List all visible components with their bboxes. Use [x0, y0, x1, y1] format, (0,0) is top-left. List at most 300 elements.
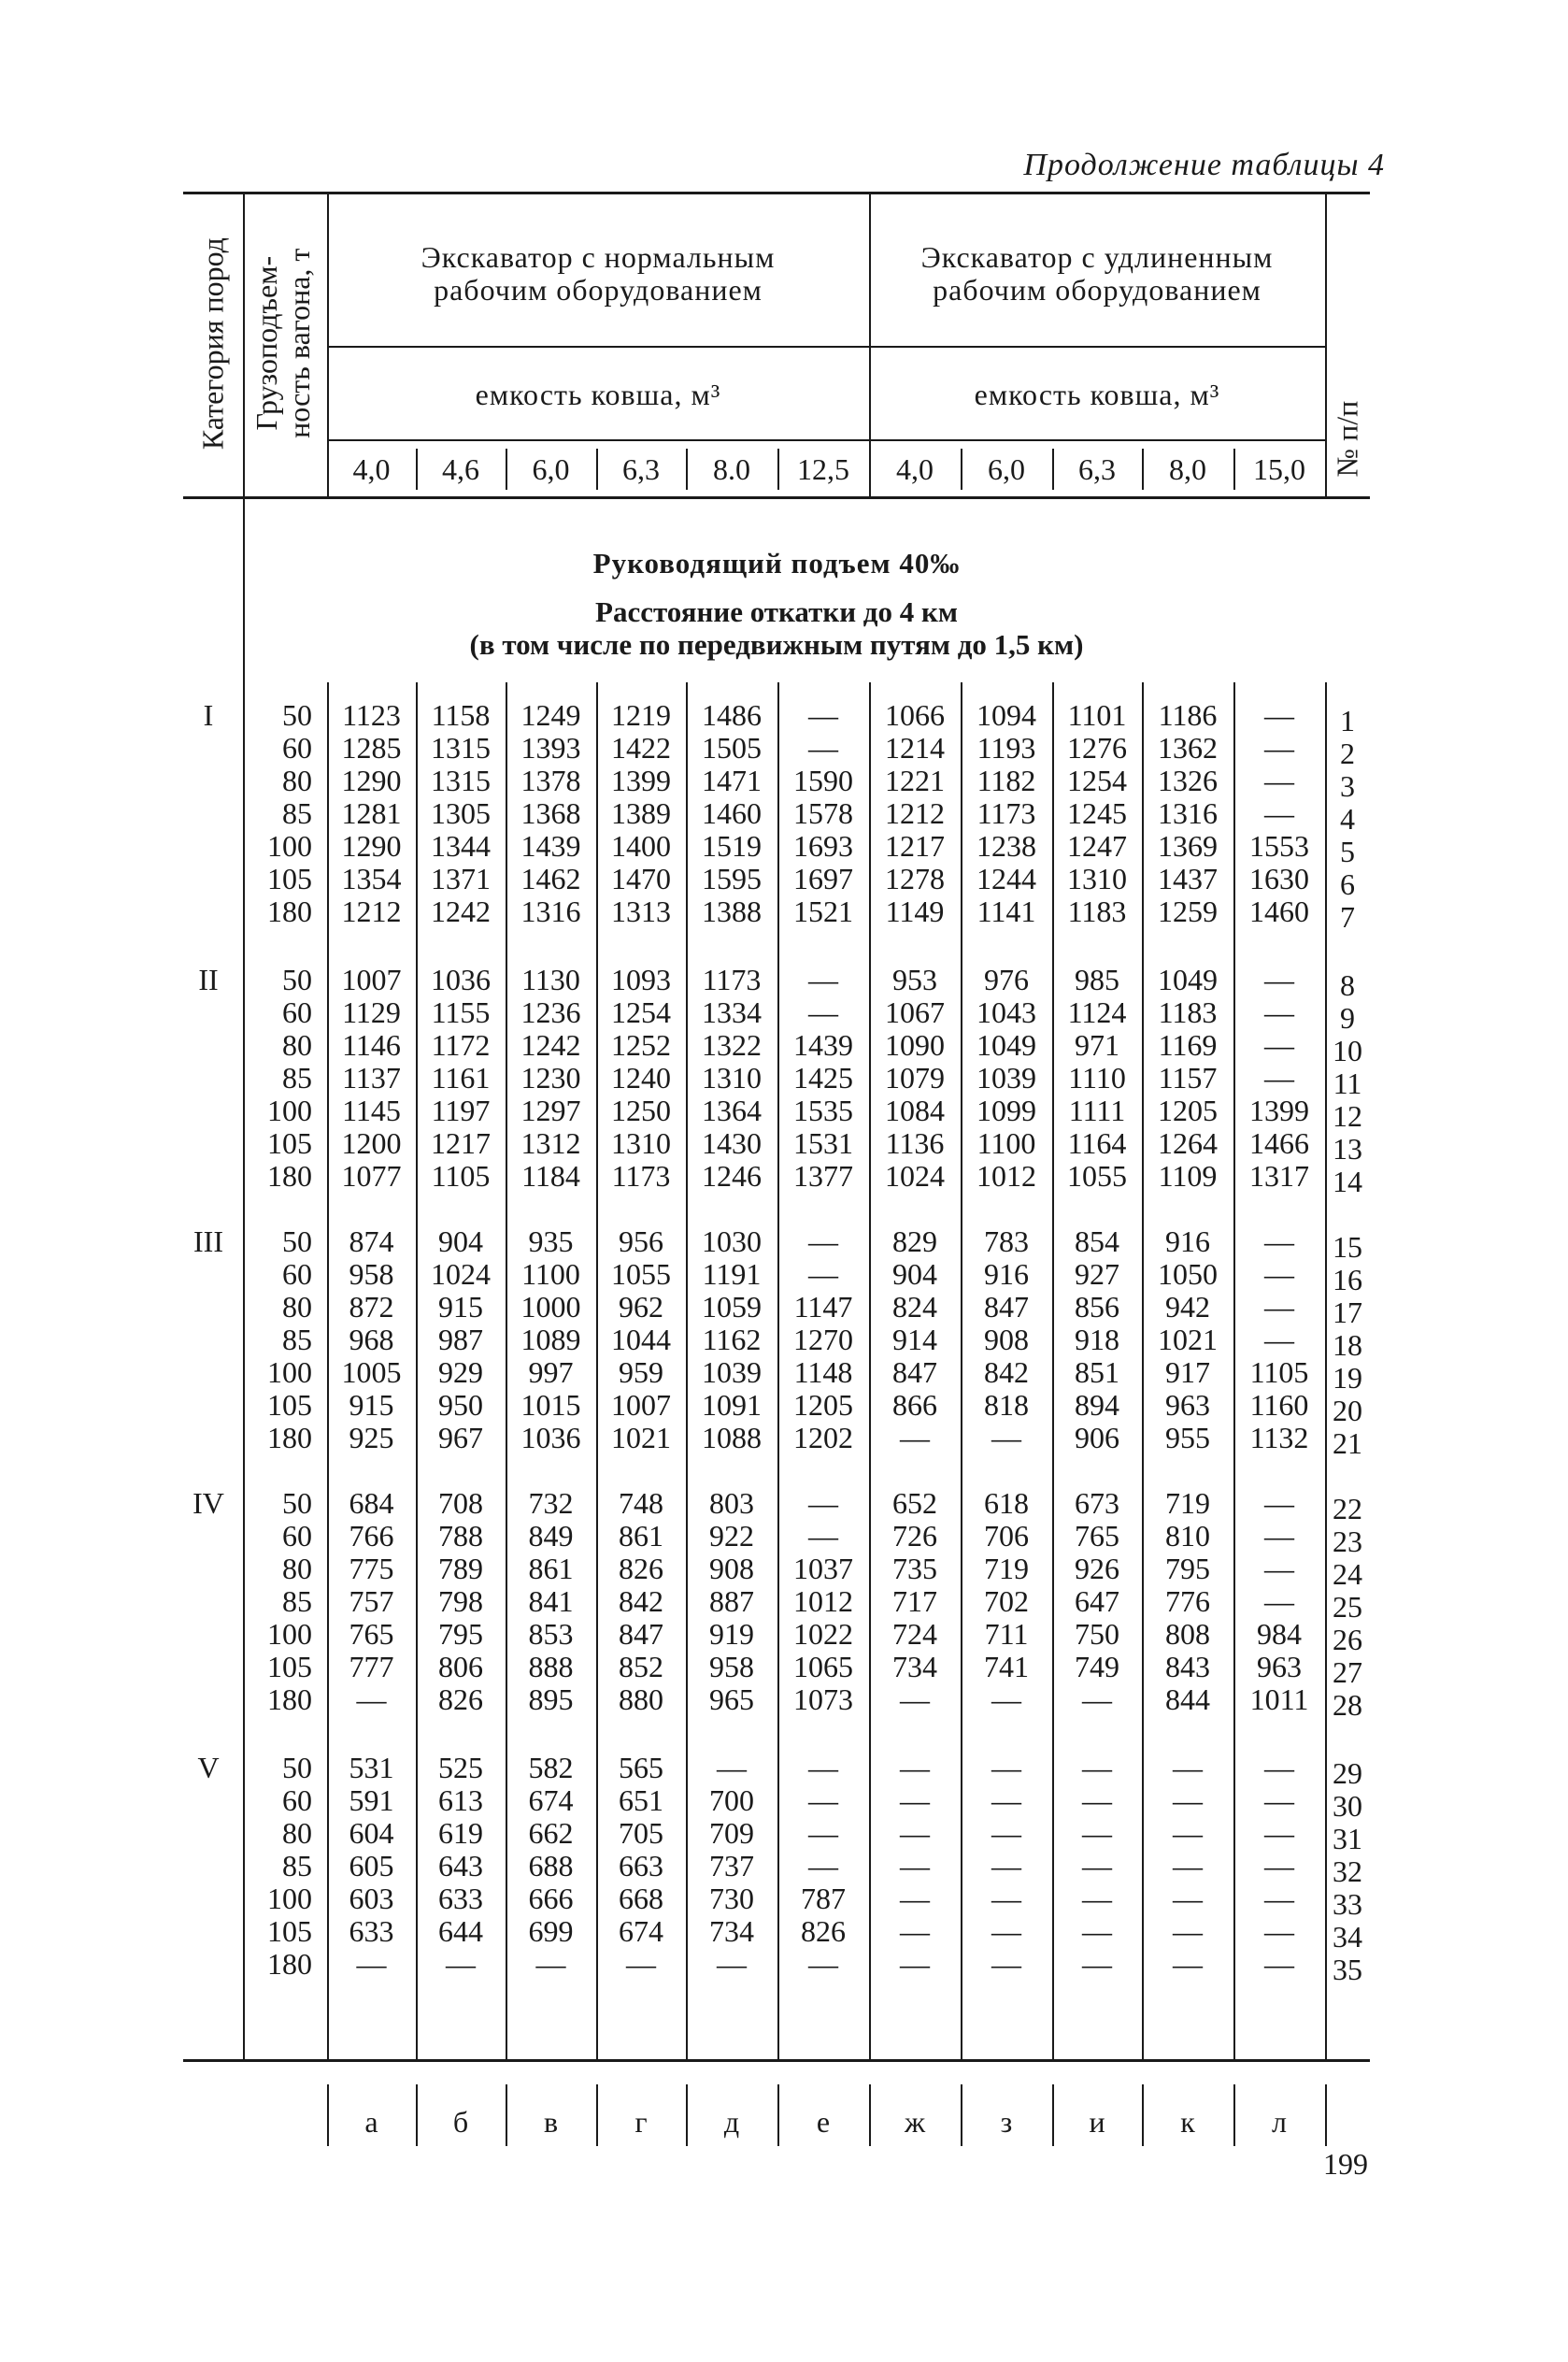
value-cell: —	[1173, 1783, 1203, 1817]
value-cell: 702	[984, 1584, 1029, 1618]
value-cell: 894	[1075, 1388, 1119, 1422]
value-cell: 1021	[611, 1421, 671, 1454]
row-number-cell: 23	[1333, 1525, 1362, 1558]
footer-col-divider	[869, 2084, 871, 2146]
value-cell: 1460	[1249, 895, 1309, 928]
value-cell: 1217	[885, 829, 945, 863]
value-cell: —	[1082, 1947, 1112, 1981]
value-cell: —	[1264, 995, 1294, 1029]
value-cell: —	[1264, 1584, 1294, 1618]
value-cell: —	[991, 1421, 1021, 1454]
value-cell: 852	[619, 1650, 663, 1683]
value-cell: 874	[349, 1224, 394, 1258]
bucket-volume-11: 15,0	[1253, 452, 1305, 486]
row-number-cell: 28	[1333, 1688, 1362, 1722]
value-cell: 1012	[793, 1584, 853, 1618]
value-cell: 673	[1075, 1486, 1119, 1520]
value-cell: 958	[709, 1650, 754, 1683]
volume-divider	[416, 449, 418, 490]
column-letter: б	[452, 2105, 469, 2139]
value-cell: 847	[619, 1617, 663, 1651]
value-cell: 1091	[702, 1388, 762, 1422]
group-extended-header-line: Экскаватор с удлиненным	[920, 240, 1274, 274]
row-number-cell: 33	[1333, 1887, 1362, 1921]
row-number-cell: 18	[1333, 1328, 1362, 1362]
value-cell: 880	[619, 1682, 663, 1716]
value-cell: 1236	[520, 995, 581, 1029]
row-number-cell: 5	[1340, 835, 1355, 868]
value-cell: —	[1082, 1751, 1112, 1784]
column-letter: и	[1089, 2105, 1105, 2139]
value-cell: —	[991, 1849, 1021, 1882]
row-number-cell: 2	[1340, 737, 1355, 770]
bucket-volume-6: 12,5	[797, 452, 849, 486]
value-cell: 925	[349, 1421, 394, 1454]
value-cell: 775	[349, 1552, 394, 1585]
value-cell: 1055	[1067, 1159, 1127, 1193]
row-number-cell: 9	[1340, 1001, 1355, 1035]
value-cell: —	[1264, 1290, 1294, 1324]
row-number-cell: 19	[1333, 1361, 1362, 1395]
header-col-divider	[243, 192, 245, 496]
value-cell: 1238	[976, 829, 1036, 863]
value-cell: 1270	[793, 1323, 853, 1356]
value-cell: 613	[438, 1783, 483, 1817]
value-cell: 956	[619, 1224, 663, 1258]
value-cell: 856	[1075, 1290, 1119, 1324]
value-cell: 866	[892, 1388, 937, 1422]
value-cell: —	[1173, 1914, 1203, 1948]
value-cell: 916	[984, 1257, 1029, 1291]
row-number-cell: 32	[1333, 1854, 1362, 1888]
value-cell: 709	[709, 1816, 754, 1850]
volume-divider	[1142, 449, 1144, 490]
value-cell: 1066	[885, 698, 945, 732]
wagon-capacity-cell: 85	[282, 796, 312, 830]
row-number-cell: 6	[1340, 867, 1355, 901]
value-cell: 1334	[702, 995, 762, 1029]
value-cell: 604	[349, 1816, 394, 1850]
row-number-cell: 10	[1333, 1034, 1362, 1067]
value-cell: —	[900, 1421, 930, 1454]
value-cell: 968	[349, 1323, 394, 1356]
value-cell: —	[808, 731, 838, 765]
value-cell: 618	[984, 1486, 1029, 1520]
value-cell: 1470	[611, 862, 671, 895]
value-cell: 1322	[702, 1028, 762, 1062]
value-cell: —	[717, 1751, 747, 1784]
value-cell: 1425	[793, 1061, 853, 1095]
value-cell: 591	[349, 1783, 394, 1817]
value-cell: 1466	[1249, 1126, 1309, 1160]
group-extended-header	[869, 241, 1325, 307]
value-cell: 1172	[431, 1028, 491, 1062]
value-cell: 1578	[793, 796, 853, 830]
bucket-volume-3: 6,0	[532, 452, 570, 486]
value-cell: —	[808, 1486, 838, 1520]
value-cell: 984	[1257, 1617, 1302, 1651]
value-cell: —	[1173, 1947, 1203, 1981]
value-cell: 1036	[431, 963, 491, 996]
body-col-divider	[869, 682, 871, 2059]
value-cell: 1393	[520, 731, 581, 765]
volume-divider	[596, 449, 598, 490]
value-cell: 1389	[611, 796, 671, 830]
value-cell: 688	[528, 1849, 574, 1882]
value-cell: 965	[709, 1682, 754, 1716]
value-cell: 842	[984, 1355, 1029, 1389]
value-cell: 1200	[341, 1126, 402, 1160]
value-cell: 888	[528, 1650, 574, 1683]
value-cell: —	[1264, 1849, 1294, 1882]
wagon-capacity-cell: 100	[267, 1882, 312, 1915]
value-cell: 1049	[976, 1028, 1036, 1062]
value-cell: —	[900, 1751, 930, 1784]
bucket-volume-10: 8,0	[1169, 452, 1206, 486]
value-cell: 737	[709, 1849, 754, 1882]
value-cell: 1400	[611, 829, 671, 863]
value-cell: 1021	[1158, 1323, 1218, 1356]
value-cell: 1173	[611, 1159, 671, 1193]
value-cell: 935	[528, 1224, 574, 1258]
value-cell: 1067	[885, 995, 945, 1029]
value-cell: 1310	[1067, 862, 1127, 895]
value-cell: —	[1173, 1849, 1203, 1882]
value-cell: 1399	[1249, 1094, 1309, 1127]
value-cell: 719	[1165, 1486, 1210, 1520]
value-cell: 1212	[885, 796, 945, 830]
value-cell: —	[808, 1947, 838, 1981]
value-cell: 1254	[1067, 764, 1127, 797]
value-cell: —	[808, 1224, 838, 1258]
value-cell: 788	[438, 1519, 483, 1553]
value-cell: —	[900, 1816, 930, 1850]
value-cell: 1079	[885, 1061, 945, 1095]
value-cell: 750	[1075, 1617, 1119, 1651]
value-cell: 1205	[793, 1388, 853, 1422]
value-cell: 942	[1165, 1290, 1210, 1324]
value-cell: 904	[892, 1257, 937, 1291]
value-cell: 1055	[611, 1257, 671, 1291]
value-cell: —	[991, 1682, 1021, 1716]
value-cell: 1169	[1158, 1028, 1218, 1062]
value-cell: 1354	[341, 862, 402, 895]
section-subtitle-1: Расстояние откатки до 4 км	[595, 595, 958, 628]
column-letter: д	[723, 2105, 740, 2139]
value-cell: 1595	[702, 862, 762, 895]
value-cell: 1250	[611, 1094, 671, 1127]
value-cell: —	[1082, 1816, 1112, 1850]
bucket-volume-2: 4,6	[442, 452, 479, 486]
value-cell: 1278	[885, 862, 945, 895]
row-number-cell: 24	[1333, 1557, 1362, 1591]
wagon-capacity-header-line: Грузоподъем-	[249, 255, 283, 431]
value-cell: 1173	[976, 796, 1036, 830]
header-col-divider	[869, 192, 871, 496]
row-number-cell: 16	[1333, 1263, 1362, 1296]
value-cell: 651	[619, 1783, 663, 1817]
value-cell: —	[900, 1882, 930, 1915]
value-cell: 1460	[702, 796, 762, 830]
row-number-cell: 7	[1340, 900, 1355, 934]
value-cell: 1049	[1158, 963, 1218, 996]
value-cell: 959	[619, 1355, 663, 1389]
value-cell: —	[900, 1682, 930, 1716]
value-cell: 1315	[431, 731, 491, 765]
value-cell: —	[808, 1751, 838, 1784]
value-cell: 1305	[431, 796, 491, 830]
value-cell: —	[1264, 1751, 1294, 1784]
value-cell: —	[535, 1947, 566, 1981]
wagon-capacity-cell: 105	[267, 862, 312, 895]
footer-col-divider	[961, 2084, 962, 2146]
body-col-divider	[243, 496, 245, 2059]
value-cell: 987	[438, 1323, 483, 1356]
value-cell: 1439	[793, 1028, 853, 1062]
row-number-cell: 11	[1333, 1066, 1362, 1100]
row-number-cell: 12	[1333, 1099, 1362, 1133]
value-cell: 908	[709, 1552, 754, 1585]
body-col-divider	[777, 682, 779, 2059]
value-cell: —	[1173, 1816, 1203, 1850]
value-cell: —	[1264, 1061, 1294, 1095]
value-cell: 1290	[341, 829, 402, 863]
value-cell: 849	[528, 1519, 574, 1553]
value-cell: —	[991, 1914, 1021, 1948]
value-cell: —	[991, 1947, 1021, 1981]
value-cell: 963	[1165, 1388, 1210, 1422]
column-letter: е	[816, 2105, 831, 2139]
value-cell: 908	[984, 1323, 1029, 1356]
value-cell: —	[1264, 731, 1294, 765]
column-letter: а	[364, 2105, 378, 2139]
volume-divider	[686, 449, 688, 490]
value-cell: 734	[892, 1650, 937, 1683]
footer-col-divider	[596, 2084, 598, 2146]
value-cell: 904	[438, 1224, 483, 1258]
value-cell: 724	[892, 1617, 937, 1651]
bucket-capacity-label-normal: емкость ковша, м³	[475, 378, 721, 411]
wagon-capacity-cell: 105	[267, 1126, 312, 1160]
value-cell: 1146	[342, 1028, 401, 1062]
value-cell: 1024	[885, 1159, 945, 1193]
value-cell: 1197	[431, 1094, 491, 1127]
value-cell: 1173	[702, 963, 762, 996]
footer-col-divider	[1142, 2084, 1144, 2146]
wagon-capacity-cell: 105	[267, 1388, 312, 1422]
value-cell: —	[1264, 1519, 1294, 1553]
value-cell: 1011	[1249, 1682, 1309, 1716]
value-cell: 1310	[702, 1061, 762, 1095]
wagon-capacity-cell: 80	[282, 1816, 312, 1850]
value-cell: 929	[438, 1355, 483, 1389]
value-cell: 1184	[521, 1159, 580, 1193]
rock-category: V	[197, 1751, 220, 1784]
value-cell: 719	[984, 1552, 1029, 1585]
value-cell: —	[808, 1783, 838, 1817]
value-cell: 705	[619, 1816, 663, 1850]
value-cell: 953	[892, 963, 937, 996]
header-bottom-rule	[183, 496, 1370, 499]
value-cell: 684	[349, 1486, 394, 1520]
value-cell: —	[808, 1816, 838, 1850]
value-cell: 826	[801, 1914, 846, 1948]
value-cell: 1317	[1249, 1159, 1309, 1193]
value-cell: 1553	[1249, 829, 1309, 863]
value-cell: 798	[438, 1584, 483, 1618]
value-cell: —	[1264, 796, 1294, 830]
value-cell: 789	[438, 1552, 483, 1585]
value-cell: 717	[892, 1584, 937, 1618]
column-letter: к	[1180, 2105, 1195, 2139]
value-cell: 647	[1075, 1584, 1119, 1618]
value-cell: 1024	[431, 1257, 491, 1291]
value-cell: 843	[1165, 1650, 1210, 1683]
value-cell: 1219	[611, 698, 671, 732]
volume-divider	[506, 449, 507, 490]
value-cell: 919	[709, 1617, 754, 1651]
value-cell: 997	[528, 1355, 574, 1389]
value-cell: 1242	[431, 895, 491, 928]
footer-col-divider	[327, 2084, 329, 2146]
value-cell: 1136	[885, 1126, 945, 1160]
value-cell: 1521	[793, 895, 853, 928]
value-cell: 765	[1075, 1519, 1119, 1553]
wagon-capacity-cell: 105	[267, 1914, 312, 1948]
value-cell: —	[991, 1783, 1021, 1817]
value-cell: 1388	[702, 895, 762, 928]
row-number-cell: 30	[1333, 1789, 1362, 1823]
body-col-divider	[961, 682, 962, 2059]
value-cell: 851	[1075, 1355, 1119, 1389]
wagon-capacity-header	[250, 193, 316, 493]
value-cell: 1088	[702, 1421, 762, 1454]
value-cell: 1290	[341, 764, 402, 797]
bucket-volume-8: 6,0	[988, 452, 1025, 486]
value-cell: 1264	[1158, 1126, 1218, 1160]
value-cell: 711	[984, 1617, 1029, 1651]
column-letter: г	[634, 2105, 648, 2139]
value-cell: 915	[438, 1290, 483, 1324]
value-cell: 1310	[611, 1126, 671, 1160]
value-cell: 1312	[520, 1126, 581, 1160]
footer-col-divider	[506, 2084, 507, 2146]
value-cell: 1344	[431, 829, 491, 863]
value-cell: 1110	[1068, 1061, 1126, 1095]
value-cell: 783	[984, 1224, 1029, 1258]
value-cell: —	[446, 1947, 476, 1981]
value-cell: 1377	[793, 1159, 853, 1193]
value-cell: 976	[984, 963, 1029, 996]
value-cell: 1505	[702, 731, 762, 765]
value-cell: 808	[1165, 1617, 1210, 1651]
value-cell: —	[1264, 1816, 1294, 1850]
value-cell: 633	[438, 1882, 483, 1915]
value-cell: 674	[528, 1783, 574, 1817]
value-cell: 1111	[1068, 1094, 1126, 1127]
value-cell: 1105	[431, 1159, 491, 1193]
value-cell: —	[808, 1849, 838, 1882]
value-cell: 1186	[1158, 698, 1218, 732]
value-cell: 963	[1257, 1650, 1302, 1683]
column-letter: в	[543, 2105, 559, 2139]
value-cell: 1105	[1249, 1355, 1309, 1389]
value-cell: 1137	[342, 1061, 401, 1095]
volume-divider	[1052, 449, 1054, 490]
group-normal-header	[327, 241, 869, 307]
value-cell: 706	[984, 1519, 1029, 1553]
value-cell: 1462	[520, 862, 581, 895]
value-cell: 818	[984, 1388, 1029, 1422]
row-number-cell: 25	[1333, 1590, 1362, 1624]
section-title: Руководящий подъем 40‰	[592, 547, 961, 580]
value-cell: —	[626, 1947, 656, 1981]
value-cell: 1202	[793, 1421, 853, 1454]
value-cell: 643	[438, 1849, 483, 1882]
value-cell: 1000	[520, 1290, 581, 1324]
value-cell: 829	[892, 1224, 937, 1258]
value-cell: 1073	[793, 1682, 853, 1716]
wagon-capacity-cell: 100	[267, 1617, 312, 1651]
column-letter: ж	[904, 2105, 926, 2139]
value-cell: 1100	[976, 1126, 1036, 1160]
value-cell: 906	[1075, 1421, 1119, 1454]
value-cell: 1693	[793, 829, 853, 863]
value-cell: —	[1264, 1552, 1294, 1585]
value-cell: 1281	[341, 796, 402, 830]
wagon-capacity-cell: 60	[282, 731, 312, 765]
value-cell: 1252	[611, 1028, 671, 1062]
wagon-capacity-cell: 80	[282, 1552, 312, 1585]
wagon-capacity-cell: 180	[267, 1421, 312, 1454]
value-cell: 926	[1075, 1552, 1119, 1585]
value-cell: 950	[438, 1388, 483, 1422]
value-cell: 962	[619, 1290, 663, 1324]
value-cell: 922	[709, 1519, 754, 1553]
value-cell: 918	[1075, 1323, 1119, 1356]
bucket-volume-7: 4,0	[896, 452, 934, 486]
value-cell: 955	[1165, 1421, 1210, 1454]
value-cell: 1090	[885, 1028, 945, 1062]
value-cell: 1245	[1067, 796, 1127, 830]
body-col-divider	[1233, 682, 1235, 2059]
value-cell: 861	[528, 1552, 574, 1585]
value-cell: 605	[349, 1849, 394, 1882]
body-col-divider	[506, 682, 507, 2059]
value-cell: 1205	[1158, 1094, 1218, 1127]
value-cell: 1590	[793, 764, 853, 797]
value-cell: 1399	[611, 764, 671, 797]
value-cell: 1161	[431, 1061, 491, 1095]
value-cell: 1316	[520, 895, 581, 928]
wagon-capacity-cell: 100	[267, 1094, 312, 1127]
value-cell: 1254	[611, 995, 671, 1029]
value-cell: 847	[984, 1290, 1029, 1324]
value-cell: 1093	[611, 963, 671, 996]
group-normal-header-line: Экскаватор с нормальным	[421, 240, 776, 274]
group-extended-header-line: рабочим оборудованием	[933, 273, 1262, 308]
value-cell: 1157	[1158, 1061, 1218, 1095]
value-cell: —	[808, 1519, 838, 1553]
value-cell: 734	[709, 1914, 754, 1948]
row-number-cell: 14	[1333, 1165, 1362, 1198]
value-cell: 1371	[431, 862, 491, 895]
value-cell: 1099	[976, 1094, 1036, 1127]
value-cell: 1007	[611, 1388, 671, 1422]
value-cell: 917	[1165, 1355, 1210, 1389]
footer-col-divider	[1233, 2084, 1235, 2146]
value-cell: 699	[528, 1914, 574, 1948]
